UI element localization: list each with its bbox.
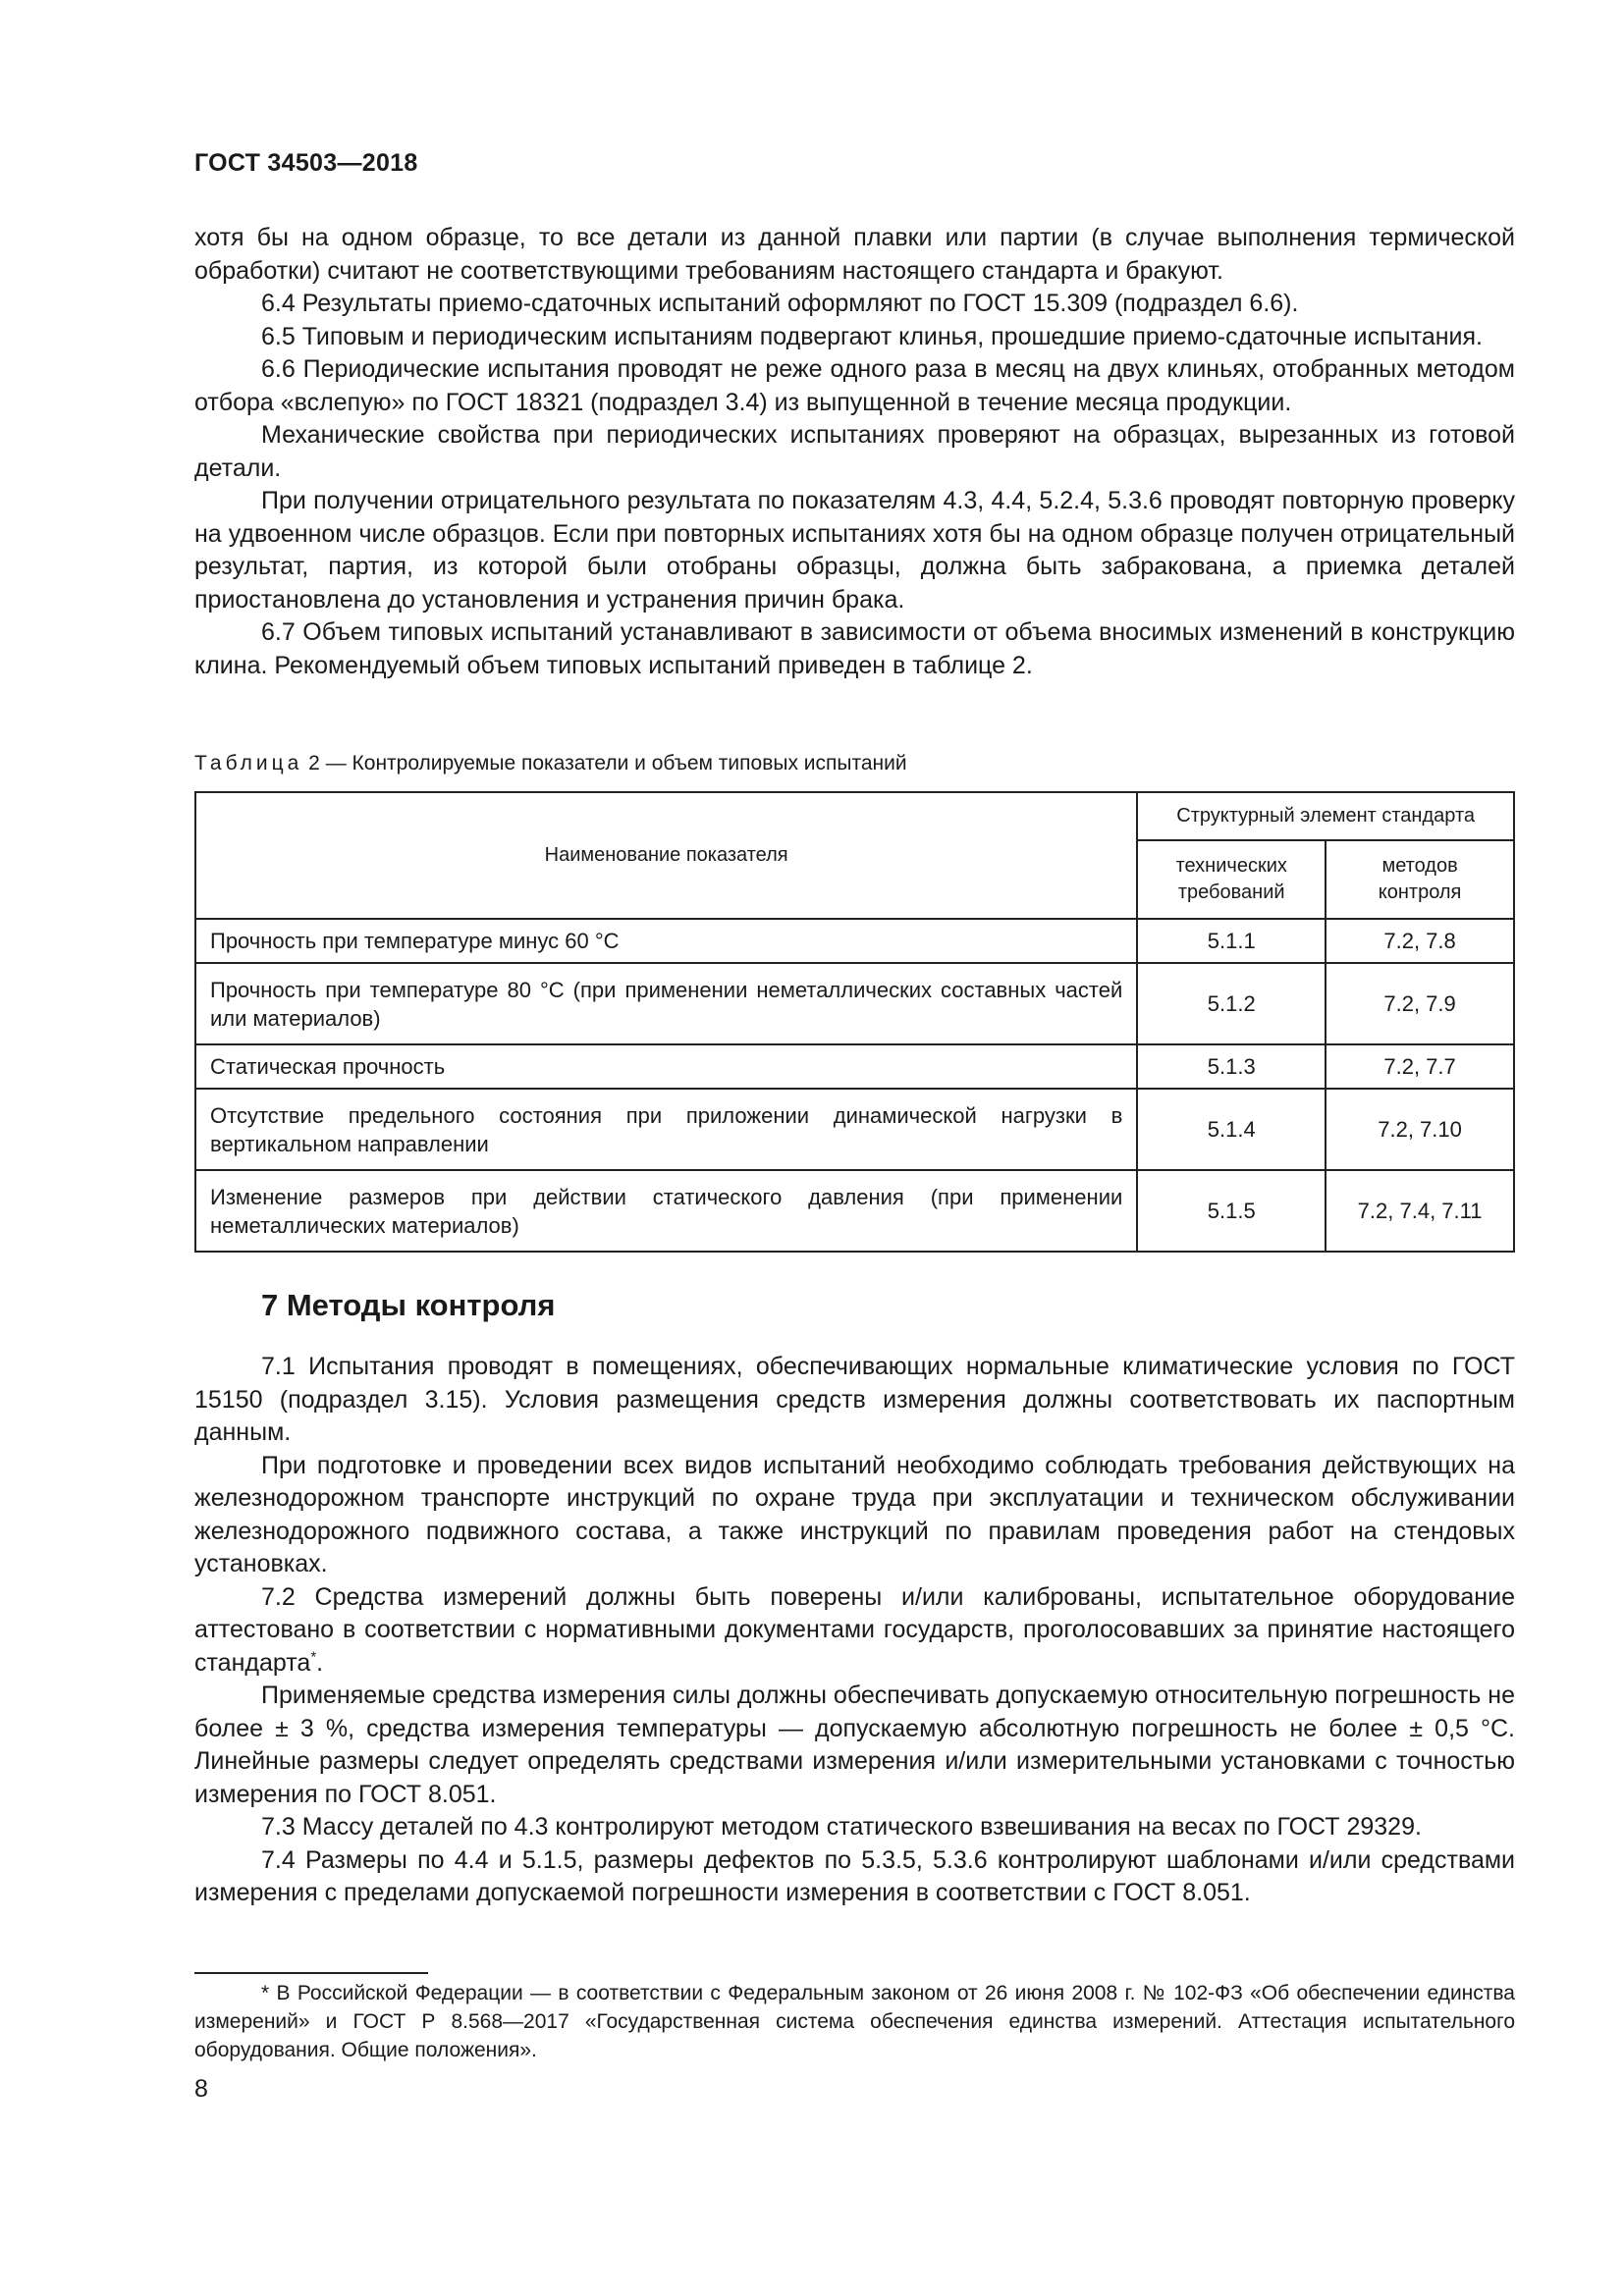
footnote — [194, 1979, 1515, 2064]
indicators-table — [194, 791, 1515, 1253]
paragraph — [194, 1581, 1515, 1681]
table-row — [195, 963, 1514, 1044]
paragraph-text: 7.2 Средства измерений должны быть поверены и/или калиброваны, испытательное оборудование аттестовано в соответствии с нормативными документами государств, проголосовавших за принятие настоящего стандарта — [194, 1582, 1515, 1677]
header-control-methods: методов контроля — [1326, 840, 1514, 919]
header-structural-element: Структурный элемент стандарта — [1137, 792, 1514, 840]
table-row — [195, 919, 1514, 963]
page-number: 8 — [194, 2075, 208, 2103]
paragraph: 6.5 Типовым и периодическим испытаниям подвергают клинья, прошедшие приемо-сдаточные испытания. — [261, 322, 1483, 350]
header-indicator-name: Наименование показателя — [195, 792, 1137, 919]
indicator-name: Прочность при температуре минус 60 °С — [195, 919, 1137, 963]
footnote-text: * В Российской Федерации — в соответствии с Федеральным законом от 26 июня 2008 г. № 102-ФЗ «Об обеспечении единства измерений» и ГОСТ Р 8.568—2017 «Государственная система обеспечения единства измерений. Аттестация испытательного оборудования. Общие положения». — [194, 1982, 1515, 2061]
footnote-divider — [194, 1972, 428, 1974]
top-text-block — [194, 222, 1515, 682]
indicator-name: Статическая прочность — [195, 1044, 1137, 1089]
table-header-row — [195, 792, 1514, 840]
paragraph: 7.3 Массу деталей по 4.3 контролируют методом статического взвешивания на весах по ГОСТ 29329. — [261, 1813, 1422, 1841]
tech-ref: 5.1.2 — [1137, 963, 1326, 1044]
tech-ref: 5.1.4 — [1137, 1089, 1326, 1170]
indicator-name: Изменение размеров при действии статического давления (при применении неметаллических материалов) — [195, 1170, 1137, 1252]
paragraph: 7.4 Размеры по 4.4 и 5.1.5, размеры дефектов по 5.3.5, 5.3.6 контролируют шаблонами и/или средствами измерения с пределами допускаемой погрешности измерения в соответствии с ГОСТ 8.051. — [194, 1845, 1515, 1906]
paragraph: При получении отрицательного результата по показателям 4.3, 4.4, 5.2.4, 5.3.6 проводят повторную проверку на удвоенном числе образцов. Если при повторных испытаниях хотя бы на одном образце получен отрицательный результат, партия, из которой были отобраны образцы, должна быть забракована, а приемка деталей приостановлена до установления и устранения причин брака. — [194, 487, 1515, 614]
paragraph-tail: . — [316, 1648, 324, 1677]
indicator-name: Отсутствие предельного состояния при приложении динамической нагрузки в вертикальном направлении — [195, 1089, 1137, 1170]
paragraph: 7.1 Испытания проводят в помещениях, обеспечивающих нормальные климатические условия по ГОСТ 15150 (подраздел 3.15). Условия размещения средств измерения должны соответствовать их паспортным данным. — [194, 1353, 1515, 1446]
section-text-block — [194, 1351, 1515, 1910]
tech-ref: 5.1.1 — [1137, 919, 1326, 963]
method-ref: 7.2, 7.8 — [1326, 919, 1514, 963]
method-ref: 7.2, 7.4, 7.11 — [1326, 1170, 1514, 1252]
section-title: 7 Методы контроля — [261, 1288, 556, 1322]
footnote-marker: * — [310, 1648, 317, 1666]
paragraph: Механические свойства при периодических испытаниях проверяют на образцах, вырезанных из готовой детали. — [194, 421, 1515, 482]
paragraph: 6.4 Результаты приемо-сдаточных испытаний оформляют по ГОСТ 15.309 (подраздел 6.6). — [261, 290, 1299, 317]
indicator-name: Прочность при температуре 80 °С (при применении неметаллических составных частей или материалов) — [195, 963, 1137, 1044]
paragraph: При подготовке и проведении всех видов испытаний необходимо соблюдать требования действующих на железнодорожном транспорте инструкций по охране труда при эксплуатации и техническом обслуживании железнодорожного подвижного состава, а также инструкций по правилам проведения работ на стендовых установках. — [194, 1451, 1515, 1577]
document-header: ГОСТ 34503—2018 — [194, 149, 418, 177]
tech-ref: 5.1.3 — [1137, 1044, 1326, 1089]
table-caption-label: Таблица — [194, 752, 303, 774]
paragraph: 6.6 Периодические испытания проводят не реже одного раза в месяц на двух клиньях, отобранных методом отбора «вслепую» по ГОСТ 18321 (подраздел 3.4) из выпущенной в течение месяца продукции. — [194, 355, 1515, 416]
method-ref: 7.2, 7.10 — [1326, 1089, 1514, 1170]
table-row — [195, 1044, 1514, 1089]
paragraph: хотя бы на одном образце, то все детали из данной плавки или партии (в случае выполнения термической обработки) считают не соответствующими требованиям настоящего стандарта и бракуют. — [194, 224, 1515, 285]
paragraph: Применяемые средства измерения силы должны обеспечивать допускаемую относительную погрешность не более ± 3 %, средства измерения температуры — допускаемую абсолютную погрешность не более ± 0,5 °С. Линейные размеры следует определять средствами измерения и/или измерительными установками с точностью измерения по ГОСТ 8.051. — [194, 1682, 1515, 1808]
tech-ref: 5.1.5 — [1137, 1170, 1326, 1252]
method-ref: 7.2, 7.9 — [1326, 963, 1514, 1044]
table-row — [195, 1089, 1514, 1170]
header-tech-requirements: технических требований — [1137, 840, 1326, 919]
table-caption — [194, 752, 907, 775]
method-ref: 7.2, 7.7 — [1326, 1044, 1514, 1089]
table-caption-text: 2 — Контролируемые показатели и объем типовых испытаний — [302, 752, 907, 774]
paragraph: 6.7 Объем типовых испытаний устанавливают в зависимости от объема вносимых изменений в конструкцию клина. Рекомендуемый объем типовых испытаний приведен в таблице 2. — [194, 618, 1515, 679]
table-row — [195, 1170, 1514, 1252]
